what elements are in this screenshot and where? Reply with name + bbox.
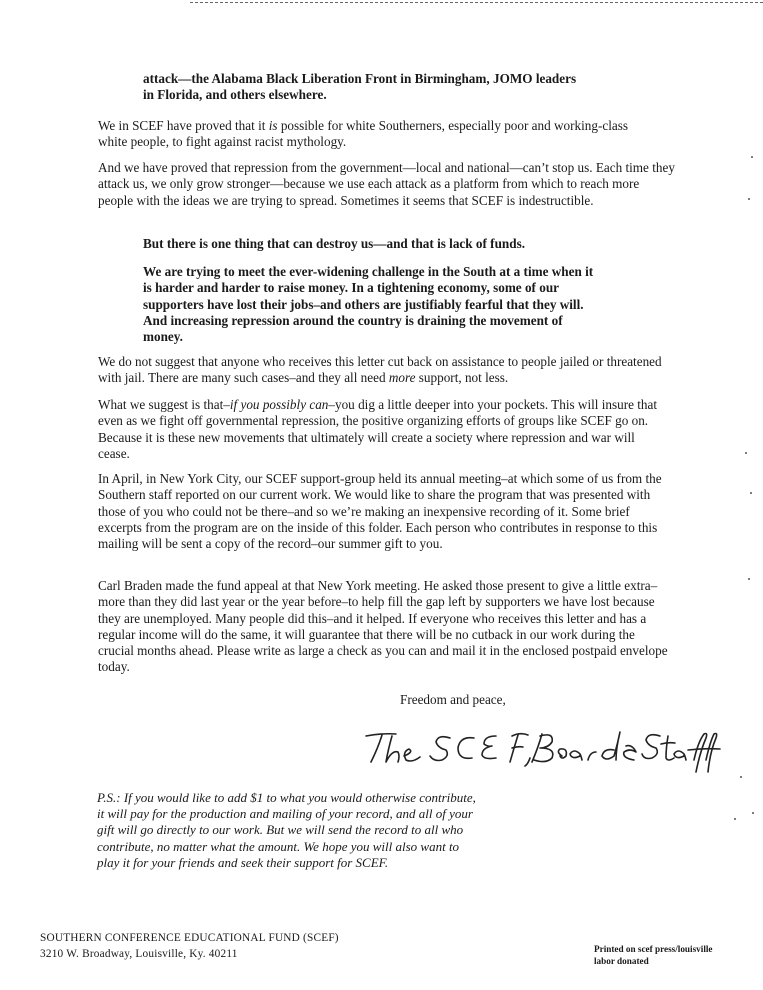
paragraph-repression: And we have proved that repression from the government—local and national—can’t stop us. Each time they attack us, we only grow stronger—because we use each attack as a platform from which to reach more people with the ideas we are trying to spread. Sometimes it seems that SCEF is indestructible. (98, 160, 675, 208)
paragraph-proved-white-southerners (98, 118, 658, 151)
scan-speck (740, 776, 742, 778)
paragraph-lack-of-funds: But there is one thing that can destroy us—and that is lack of funds. (143, 236, 526, 251)
paragraph-challenge: We are trying to meet the ever-widening challenge in the South at a time when it is harder and harder to raise money. In a tightening economy, some of our supporters have lost their jobs–and others are justifiably fearful that they will. And increasing repression around the country is draining the movement of money. (143, 264, 594, 345)
page-top-border (190, 2, 763, 3)
p7-text-a: What we suggest is that– (98, 397, 230, 412)
organization-address: 3210 W. Broadway, Louisville, Ky. 40211 (40, 948, 238, 960)
p2-text-a: We in SCEF have proved that it (98, 118, 269, 133)
handwritten-signature (362, 722, 722, 778)
p2-text-b: possible for white Southerners, especially poor and working-class white people, to fight against racist mythology. (98, 118, 629, 150)
p7-text-b: –you dig a little deeper into your pockets. This will insure that even as we fight off governmental repression, the positive organizing efforts of groups like SCEF go on. Because it is these new movements that ultimately will create a society where repression and war will cease. (98, 397, 658, 461)
paragraph-attack-line-2: in Florida, and others elsewhere. (143, 87, 327, 103)
scan-speck (751, 156, 753, 158)
p6-emphasis: more (388, 370, 416, 386)
paragraph-assistance (98, 354, 663, 387)
p6-text-b: support, not less. (415, 370, 509, 386)
paragraph-attack-line-1: attack—the Alabama Black Liberation Front in Birmingham, JOMO leaders (143, 71, 577, 86)
scan-speck (745, 452, 747, 454)
p2-emphasis: is (268, 118, 278, 133)
paragraph-attack (143, 71, 613, 104)
printer-credit-line-2: labor donated (594, 955, 649, 966)
organization-name: SOUTHERN CONFERENCE EDUCATIONAL FUND (SCEF) (40, 932, 339, 944)
paragraph-new-york-meeting: In April, in New York City, our SCEF support-group held its annual meeting–at which some of us from the Southern staff reported on our current work. We would like to share the program that was presented with those of you who could not be there–and so we’re making an inexpensive recording of it. Some brief excerpts from the program are on the inside of this folder. Each person who contributes in response to this mailing will be sent a copy of the record–our summer gift to you. (98, 471, 662, 552)
printer-credit-line-1: Printed on scef press/louisville (594, 944, 713, 954)
footer-organization (40, 930, 339, 962)
paragraph-suggestion (98, 397, 658, 462)
scan-speck (734, 818, 736, 820)
printer-credit (594, 944, 713, 967)
scan-speck (752, 812, 754, 814)
scan-speck (750, 492, 752, 494)
closing-salutation: Freedom and peace, (400, 692, 506, 707)
p6-text-a: We do not suggest that anyone who receives this letter cut back on assistance to people jailed or threatened with jail. There are many such cases–and they all need (98, 354, 662, 386)
paragraph-fund-appeal: Carl Braden made the fund appeal at that New York meeting. He asked those present to give a little extra–more than they did last year or the year before–to help fill the gap left by supporters we have lost because they are unemployed. Many people did this–and it helped. If everyone who receives this letter and has a regular income will do the same, it will guarantee that there will be no cutback in our work during the crucial months ahead. Please write as large a check as you can and mail it in the enclosed postpaid envelope today. (98, 578, 668, 675)
scan-speck (748, 578, 750, 580)
scan-speck (748, 198, 750, 200)
postscript: P.S.: If you would like to add $1 to what you would otherwise contribute, it will pay for the production and mailing of your record, and all of your gift will go directly to our work. But we will send the record to all who contribute, no matter what the amount. We hope you will also want to play it for your friends and seek their support for SCEF. (97, 790, 476, 870)
p7-emphasis: if you possibly can (229, 397, 329, 412)
